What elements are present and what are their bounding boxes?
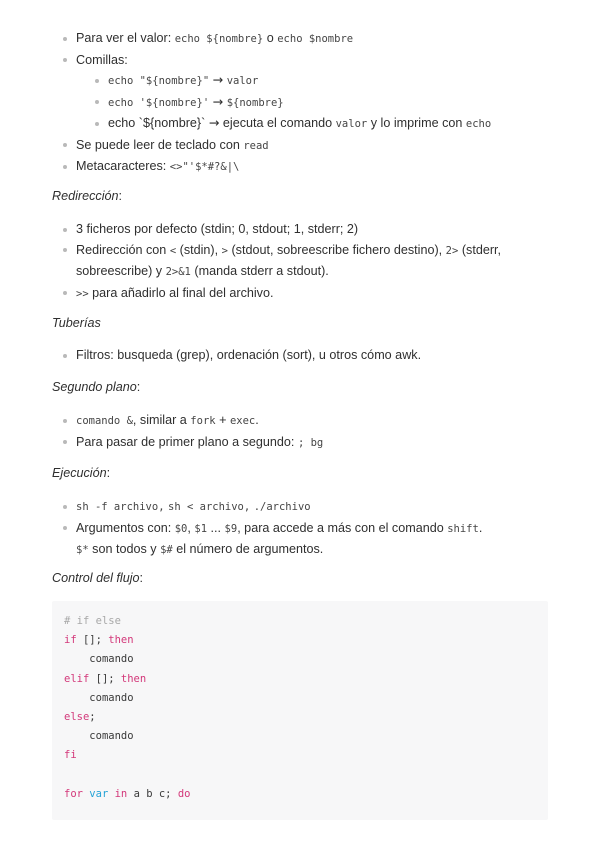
echo-list bbox=[52, 28, 552, 178]
segundo-plano-section bbox=[52, 410, 552, 453]
tuberias-section bbox=[52, 345, 552, 366]
list-item: Comillas: echo "${nombre}" → valor echo '${nombre}' → ${nombre} echo `${nombre}` → ejecuta el comando valor y lo imprime con echo bbox=[52, 50, 552, 135]
list-item: Filtros: busqueda (grep), ordenación (sort), u otros cómo awk. bbox=[52, 345, 552, 366]
list-item: sh -f archivo, sh < archivo, ./archivo bbox=[52, 496, 552, 518]
redireccion-heading: Redirección: bbox=[52, 189, 122, 203]
tuberias-heading: Tuberías bbox=[52, 316, 101, 330]
segundo-plano-heading: Segundo plano: bbox=[52, 380, 141, 394]
arrow-icon: → bbox=[212, 72, 224, 87]
arrow-icon: → bbox=[208, 115, 220, 130]
inline-code: echo ${nombre} bbox=[174, 33, 264, 45]
control-heading: Control del flujo: bbox=[52, 571, 144, 585]
ejecucion-section bbox=[52, 496, 552, 561]
list-item: Metacaracteres: <>"'$*#?&|\ bbox=[52, 156, 552, 178]
code-block: # if else if []; then comando elif []; then comando else; comando fi for var in a b c; do bbox=[52, 601, 548, 820]
inline-code: echo $nombre bbox=[277, 33, 354, 45]
list-item: comando &, similar a fork + exec. bbox=[52, 410, 552, 432]
list-item: echo `${nombre}` → ejecuta el comando valor y lo imprime con echo bbox=[76, 113, 552, 135]
arrow-icon: → bbox=[212, 93, 224, 109]
list-item: Para ver el valor: echo ${nombre} o echo $nombre bbox=[52, 28, 552, 50]
quotes-sublist bbox=[76, 70, 552, 135]
list-item: echo '${nombre}' → ${nombre} bbox=[76, 92, 552, 114]
list-item: >> para añadirlo al final del archivo. bbox=[52, 283, 552, 305]
ejecucion-heading: Ejecución: bbox=[52, 466, 111, 480]
echo-section bbox=[52, 28, 552, 178]
list-item: Argumentos con: $0, $1 ... $9, para accede a más con el comando shift. $* son todos y $# el número de argumentos. bbox=[52, 518, 552, 561]
list-item: 3 ficheros por defecto (stdin; 0, stdout; 1, stderr; 2) bbox=[52, 219, 552, 240]
redireccion-section bbox=[52, 219, 552, 304]
list-item: Para pasar de primer plano a segundo: ; bg bbox=[52, 432, 552, 454]
list-item: Redirección con < (stdin), > (stdout, sobreescribe fichero destino), 2> (stderr, sobreescribe) y 2>&1 (manda stderr a stdout). bbox=[52, 240, 552, 283]
list-item: echo "${nombre}" → valor bbox=[76, 70, 552, 92]
list-item: Se puede leer de teclado con read bbox=[52, 135, 552, 157]
